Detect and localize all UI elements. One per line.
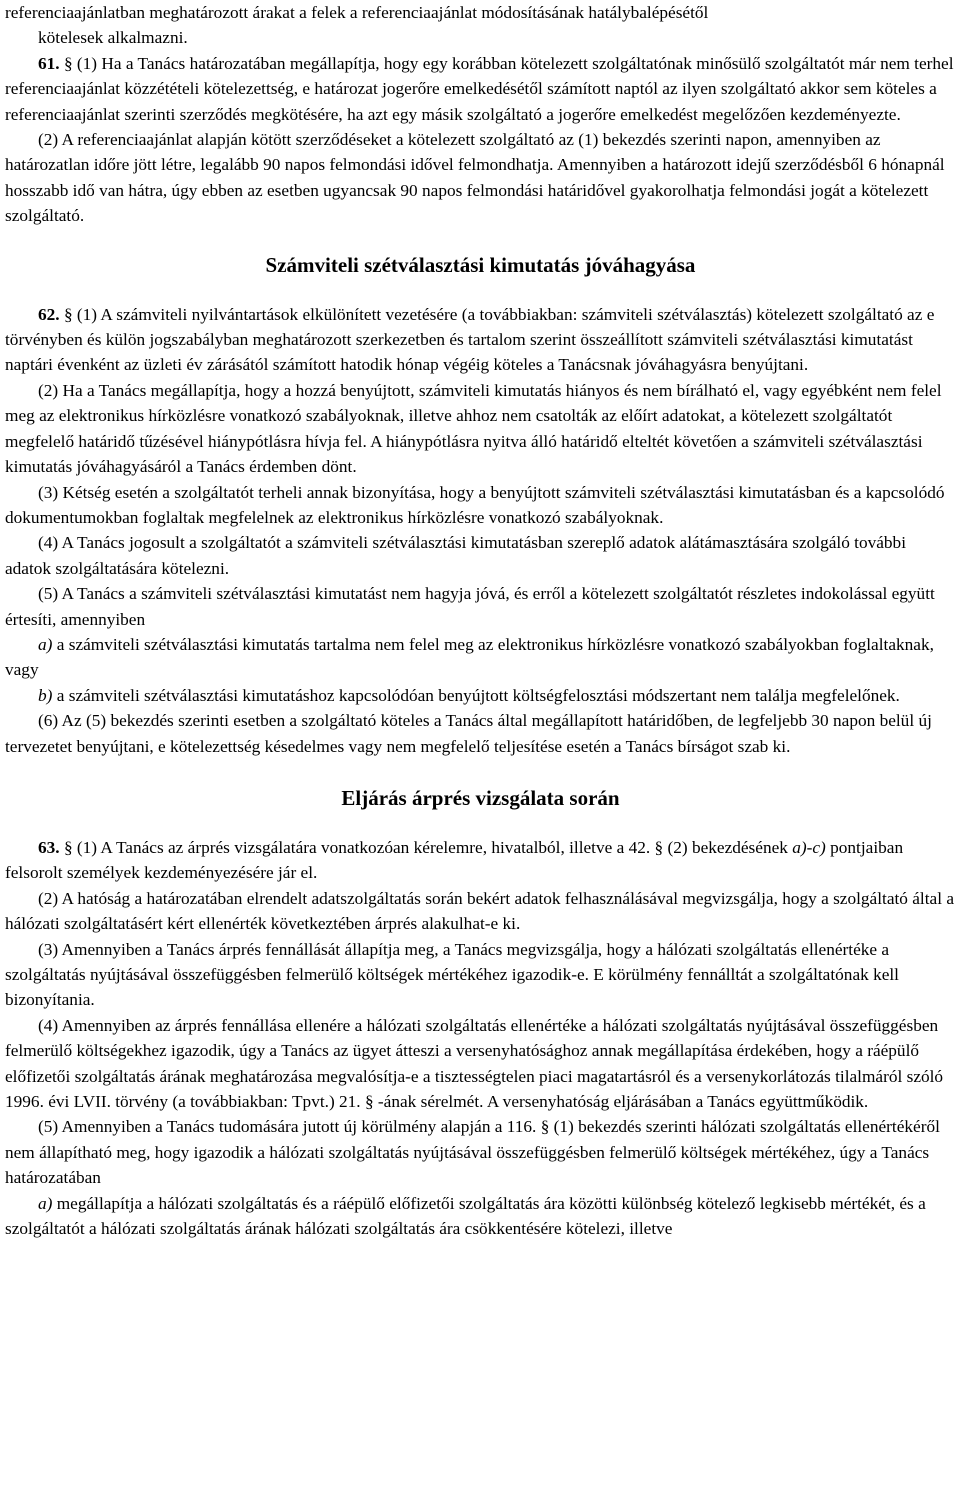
section-62-paragraph-3: (3) Kétség esetén a szolgáltatót terheli annak bizonyítása, hogy a benyújtott számviteli szétválasztási kimutatásban és a kapcsolódó dokumentumokban foglaltak megfelelnek az elektronikus hírközlésre vonatkozó szabályoknak. <box>5 482 945 527</box>
text-line: referenciaajánlatban meghatározott árakat a felek a referenciaajánlat módosításának hatálybalépésétől <box>5 3 709 22</box>
section-number: 61. <box>38 53 60 73</box>
section-number: 63. <box>38 837 60 857</box>
section-62-paragraph-6: (6) Az (5) bekezdés szerinti esetben a szolgáltató köteles a Tanács által megállapított határidőben, de legfeljebb 30 napon belül új tervezetet benyújtani, e kötelezettség késedelmes vagy nem megfelelő teljesítése esetén a Tanács bírságot szab ki. <box>5 711 932 756</box>
list-text: a számviteli szétválasztási kimutatáshoz kapcsolódóan benyújtott költségfelosztási módszertant nem találja megfelelőnek. <box>52 685 900 705</box>
section-number: 62. <box>38 304 60 324</box>
list-text: a számviteli szétválasztási kimutatás tartalma nem felel meg az elektronikus hírközlésre vonatkozó szabályokban foglaltaknak, vagy <box>5 634 934 680</box>
section-62-paragraph-1 <box>5 302 956 378</box>
section-62-paragraph-4: (4) A Tanács jogosult a szolgáltatót a számviteli szétválasztási kimutatásban szereplő adatok alátámasztására szolgáló további adatok szolgáltatására kötelezni. <box>5 533 907 578</box>
list-label: a) <box>38 1193 53 1213</box>
paragraph-text: pontjaiban felsorolt személyek kezdeményezésére jár el. <box>5 837 904 883</box>
paragraph-text: § (1) A számviteli nyilvántartások elkülönített vezetésére (a továbbiakban: számviteli szétválasztás) kötelezett szolgáltató az e törvényben és külön jogszabályban meghatározott szerkezetben és tartalom szerint összeállított számviteli szétválasztási kimutatást naptári évenként az üzleti év zárásától számított hatodik hónap végéig köteles a Tanácsnak jóváhagyásra benyújtani. <box>5 304 935 375</box>
list-item-a <box>5 632 956 683</box>
list-item-b <box>5 683 956 708</box>
section-62-paragraph-2: (2) Ha a Tanács megállapítja, hogy a hozzá benyújtott, számviteli kimutatás hiányos és nem bírálható el, vagy egyébként nem felel meg az elektronikus hírközlésre vonatkozó szabályoknak, illetve ahhoz nem csatolták az előírt adatokat, a kötelezett szolgáltatót megfelelő határidő tűzésével hiánypótlásra hívja fel. A hiánypótlásra nyitva álló határidő elteltét követően a számviteli szétválasztási kimutatás jóváhagyásáról a Tanács érdemben dönt. <box>5 380 942 477</box>
section-61-paragraph-2: (2) A referenciaajánlat alapján kötött szerződéseket a kötelezett szolgáltató az (1) bekezdés szerinti napon, amennyiben az határozatlan időre jött létre, legalább 90 napos felmondási idővel felmondhatja. Amennyiben a határozott idejű szerződésből 6 hónapnál hosszabb idő van hátra, úgy ebben az esetben ugyancsak 90 napos felmondási határidővel gyakorolhatja felmondási jogát a kötelezett szolgáltató. <box>5 130 945 226</box>
section-63-paragraph-1 <box>5 835 956 886</box>
list-item-a <box>5 1191 956 1242</box>
list-label: b) <box>38 685 53 705</box>
section-63-paragraph-5: (5) Amennyiben a Tanács tudomására jutott új körülmény alapján a 116. § (1) bekezdés szerinti hálózati szolgáltatás ellenértékéről nem állapítható meg, hogy igazodik a hálózati szolgáltatás nyújtásával összefüggésben felmerülő költségek mértékéhez, úgy a Tanács határozatában <box>5 1117 940 1188</box>
section-63-paragraph-2: (2) A hatóság a határozatában elrendelt adatszolgáltatás során bekért adatok felhasználásával megvizsgálja, hogy a szolgáltató által a hálózati szolgáltatásért kért ellenérték következtében árprés alakulhat-e ki. <box>5 888 954 934</box>
section-63-paragraph-4: (4) Amennyiben az árprés fennállása ellenére a hálózati szolgáltatás ellenértéke a hálózati szolgáltatás nyújtásával összefüggésben felmerülő költségekhez igazodik, úgy a Tanács az ügyet átteszi a versenyhatósághoz annak megállapítása érdekében, hogy a ráépülő előfizetői szolgáltatás árának meghatározása megvalósítja-e a tisztességtelen piaci magatartásról és a versenykorlátozás tilalmáról szóló 1996. évi LVII. törvény (a továbbiakban: Tpvt.) 21. § -ának sérelmét. A versenyhatóság eljárásában a Tanács együttműködik. <box>5 1015 944 1112</box>
paragraph-text: § (1) A Tanács az árprés vizsgálatára vonatkozóan kérelemre, hivatalból, illetve a 42. § (2) bekezdésének <box>63 837 793 857</box>
list-label: a) <box>38 634 53 654</box>
point-reference: a)-c) <box>792 837 826 857</box>
section-heading: Eljárás árprés vizsgálata során <box>341 785 620 810</box>
section-63-paragraph-3: (3) Amennyiben a Tanács árprés fennállását állapítja meg, a Tanács megvizsgálja, hogy a hálózati szolgáltatás ellenértéke a szolgáltatás nyújtásával összefüggésben felmerülő költségek mértékéhez igazodik-e. E körülmény fennálltát a szolgáltatónak kell bizonyítania. <box>5 939 899 1010</box>
section-61-paragraph-1 <box>5 51 956 127</box>
list-text: megállapítja a hálózati szolgáltatás és a ráépülő előfizetői szolgáltatás ára közötti különbség kötelező legkisebb mértékét, és a szolgáltatót a hálózati szolgáltatás árának hálózati szolgáltatás ára csökkentésére kötelezi, illetve <box>5 1193 926 1239</box>
paragraph-text: § (1) Ha a Tanács határozatában megállapítja, hogy egy korábban kötelezett szolgáltatónak minősülő szolgáltatót már nem terhel referenciaajánlat közzétételi kötelezettség, e határozat jogerőre emelkedésétől számított naptól az ilyen szolgáltató akkor sem köteles a referenciaajánlat szerinti szerződés megkötésére, ha azt egy másik szolgáltató a jogerőre emelkedést megelőzően kezdeményezte. <box>5 53 954 124</box>
section-62-paragraph-5: (5) A Tanács a számviteli szétválasztási kimutatást nem hagyja jóvá, és erről a kötelezett szolgáltatót részletes indokolással együtt értesíti, amennyiben <box>5 584 935 629</box>
section-heading: Számviteli szétválasztási kimutatás jóváhagyása <box>265 252 696 277</box>
text-line: kötelesek alkalmazni. <box>38 28 188 48</box>
